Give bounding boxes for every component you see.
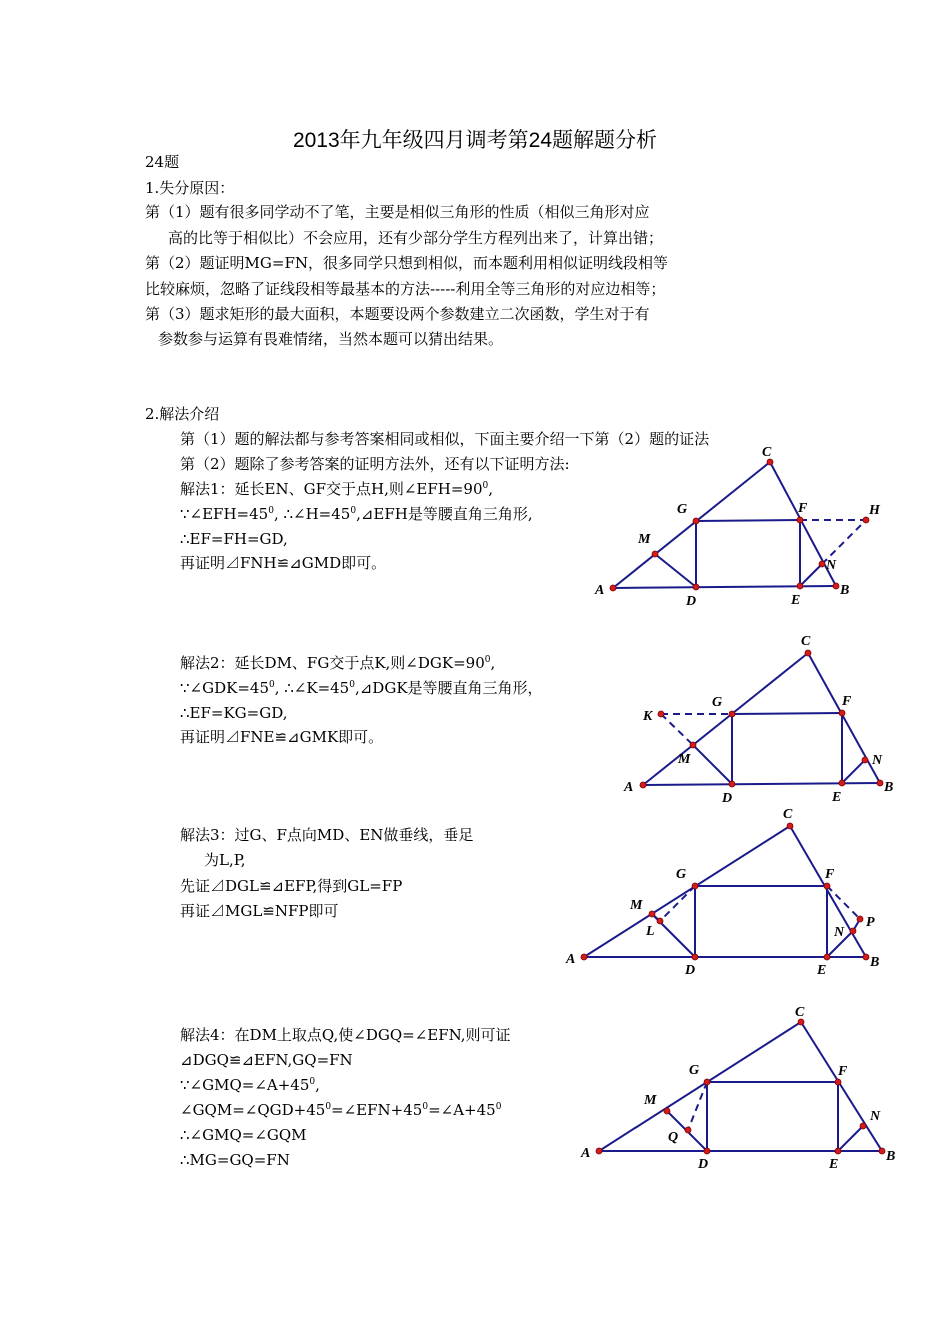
method1-line: 解法1：延长EN、GF交于点H,则$\angle EFH=90^0$,	[180, 480, 494, 498]
label-N: N	[870, 1109, 881, 1124]
label-F: F	[838, 1064, 848, 1079]
label-N: N	[826, 558, 837, 573]
method4-line: ∴MG=GQ=FN	[180, 1151, 290, 1169]
label-G: G	[689, 1063, 700, 1078]
label-M: M	[678, 752, 691, 767]
label-G: G	[676, 867, 687, 882]
label-E: E	[829, 1157, 839, 1172]
label-D: D	[685, 963, 696, 978]
label-A: A	[581, 1146, 591, 1161]
label-D: D	[722, 791, 733, 806]
method4-line: ⊿DGQ≌⊿EFN,GQ=FN	[180, 1051, 353, 1069]
label-B: B	[870, 955, 880, 970]
label-H: H	[869, 503, 880, 518]
method4-line: 解法4：在DM上取点Q,使∠DGQ=∠EFN,则可证	[180, 1026, 511, 1044]
label-C: C	[762, 445, 772, 460]
method4-line: $\angle GQM=\angle QGD+45^0=\angle EFN+45^0=\angle A+45^0$	[180, 1101, 502, 1119]
label-N: N	[834, 925, 845, 940]
method2-line: 解法2：延长DM、FG交于点K,则$\angle DGK=90^0$,	[180, 654, 496, 672]
method3-line: 为L,P,	[204, 851, 246, 869]
label-M: M	[644, 1093, 657, 1108]
method1-line: ∴EF=FH=GD,	[180, 530, 288, 548]
label-B: B	[884, 780, 894, 795]
section1-line: 第（2）题证明MG=FN，很多同学只想到相似，而本题利用相似证明线段相等	[145, 254, 668, 272]
page-title: 2013年九年级四月调考第24题解题分析	[292, 129, 658, 152]
label-E: E	[832, 790, 842, 805]
label-A: A	[624, 780, 634, 795]
method2-line: $\because\angle GDK=45^0$, $\therefore\angle K=45^0,⊿DGK$是等腰直角三角形，	[180, 679, 543, 697]
method1-line: 再证明⊿FNH≌⊿GMD即可。	[180, 554, 387, 572]
label-F: F	[825, 867, 835, 882]
section2-intro: 第（1）题的解法都与参考答案相同或相似，下面主要介绍一下第（2）题的证法	[180, 430, 710, 448]
section1-line: 高的比等于相似比）不会应用，还有少部分学生方程列出来了，计算出错；	[168, 229, 664, 247]
label-C: C	[801, 634, 811, 649]
method1-line: $\because\angle EFH=45^0$, $\therefore\angle H=45^0,⊿EFH$是等腰直角三角形,	[180, 505, 533, 523]
label-E: E	[791, 593, 801, 608]
label-L: L	[646, 924, 655, 939]
section1-line: 第（3）题求矩形的最大面积，本题要设两个参数建立二次函数，学生对于有	[145, 305, 650, 323]
method4-line: $\because\angle GMQ=\angle A+45^0$,	[180, 1076, 320, 1094]
label-M: M	[638, 532, 651, 547]
label-M: M	[630, 898, 643, 913]
method4-line: ∴∠GMQ=∠GQM	[180, 1126, 307, 1144]
problem-number: 24题	[145, 153, 180, 171]
label-G: G	[712, 695, 723, 710]
label-A: A	[566, 952, 576, 967]
section1-heading: 1.失分原因：	[145, 179, 235, 197]
label-F: F	[842, 694, 852, 709]
label-C: C	[795, 1005, 805, 1020]
section1-line: 第（1）题有很多同学动不了笔，主要是相似三角形的性质（相似三角形对应	[145, 203, 650, 221]
label-G: G	[677, 502, 688, 517]
method3-line: 解法3：过G、F点向MD、EN做垂线，垂足	[180, 826, 474, 844]
label-F: F	[798, 501, 808, 516]
method2-line: ∴EF=KG=GD,	[180, 704, 288, 722]
method3-line: 先证⊿DGL≌⊿EFP,得到GL=FP	[180, 877, 403, 895]
label-K: K	[643, 709, 653, 724]
label-E: E	[817, 963, 827, 978]
section1-line: 比较麻烦，忽略了证线段相等最基本的方法-----利用全等三角形的对应边相等；	[145, 280, 666, 298]
section1-line: 参数参与运算有畏难情绪，当然本题可以猜出结果。	[158, 330, 504, 348]
label-P: P	[866, 915, 875, 930]
label-D: D	[686, 594, 697, 609]
section2-heading: 2.解法介绍	[145, 405, 220, 423]
method2-line: 再证明⊿FNE≌⊿GMK即可。	[180, 728, 384, 746]
label-D: D	[698, 1157, 709, 1172]
label-N: N	[872, 753, 883, 768]
section2-intro: 第（2）题除了参考答案的证明方法外，还有以下证明方法:	[180, 455, 570, 473]
label-A: A	[595, 583, 605, 598]
label-B: B	[886, 1149, 896, 1164]
method3-line: 再证⊿MGL≌NFP即可	[180, 902, 339, 920]
label-Q: Q	[668, 1130, 679, 1145]
label-B: B	[840, 583, 850, 598]
label-C: C	[783, 807, 793, 822]
